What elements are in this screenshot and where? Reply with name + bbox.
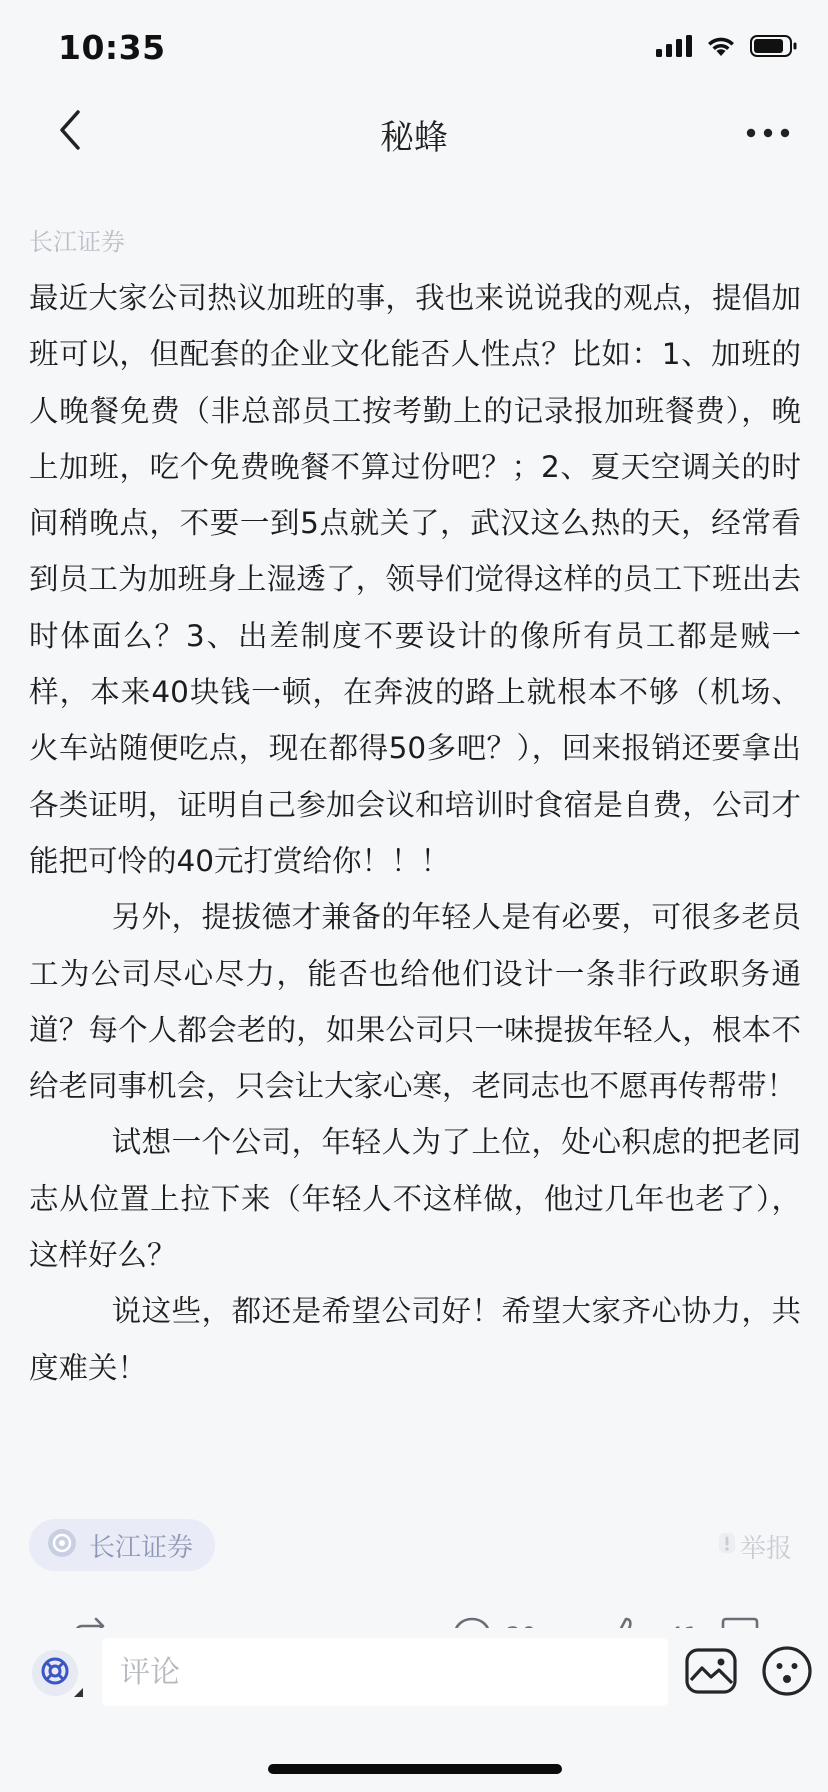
company-logo-icon: [47, 1528, 77, 1562]
status-icons: [656, 34, 798, 62]
post-paragraph: 说这些，都还是希望公司好！希望大家齐心协力，共度难关！: [29, 1294, 801, 1385]
post-source: 长江证券: [29, 228, 125, 256]
emoji-button[interactable]: [760, 1644, 814, 1698]
company-tag-label: 长江证券: [89, 1532, 194, 1563]
status-bar: [0, 0, 828, 96]
post-paragraph: 另外，提拔德才兼备的年轻人是有必要，可很多老员工为公司尽心尽力，能否也给他们设计一条非行政职务通道？每个人都会老的，如果公司只一味提拔年轻人，根本不给老同事机会，只会让大家心寒，老同志也不愿再传帮带！: [29, 900, 801, 1104]
signal-icon: [656, 35, 692, 61]
home-indicator: [268, 1764, 562, 1774]
image-icon: [684, 1683, 738, 1702]
more-horizontal-icon: [746, 123, 790, 142]
nav-bar: [0, 96, 828, 170]
status-time: 10:35: [58, 28, 166, 67]
emoji-icon: [760, 1683, 814, 1702]
wifi-icon: [706, 35, 736, 61]
post-body: [29, 270, 801, 1396]
post-paragraph: 试想一个公司，年轻人为了上位，处心积虑的把老同志从位置上拉下来（年轻人不这样做，他过几年也老了），这样好么？: [29, 1125, 801, 1273]
battery-icon: [750, 34, 798, 62]
warning-icon: [718, 1531, 736, 1562]
comment-input[interactable]: [102, 1638, 668, 1706]
page-title: 秘蜂: [380, 118, 448, 158]
avatar-corner-indicator: [74, 1688, 83, 1697]
report-button[interactable]: [718, 1528, 792, 1565]
avatar-icon: [40, 1656, 70, 1690]
report-label: 举报: [739, 1534, 792, 1564]
post-paragraph: 最近大家公司热议加班的事，我也来说说我的观点，提倡加班可以，但配套的企业文化能否人性点？比如：1、加班的人晚餐免费（非总部员工按考勤上的记录报加班餐费），晚上加班，吃个免费晚餐不算过份吧？；2、夏天空调关的时间稍晚点，不要一到5点就关了，武汉这么热的天，经常看到员工为加班身上湿透了，领导们觉得这样的员工下班出去时体面么？3、出差制度不要设计的像所有员工都是贼一样，本来40块钱一顿，在奔波的路上就根本不够（机场、火车站随便吃点，现在都得50多吧？），回来报销还要拿出各类证明，证明自己参加会议和培训时食宿是自费，公司才能把可怜的40元打赏给你！！！: [29, 281, 801, 878]
more-button[interactable]: [742, 110, 794, 154]
company-tag[interactable]: [29, 1519, 215, 1571]
image-button[interactable]: [684, 1644, 738, 1698]
avatar[interactable]: [32, 1650, 78, 1696]
